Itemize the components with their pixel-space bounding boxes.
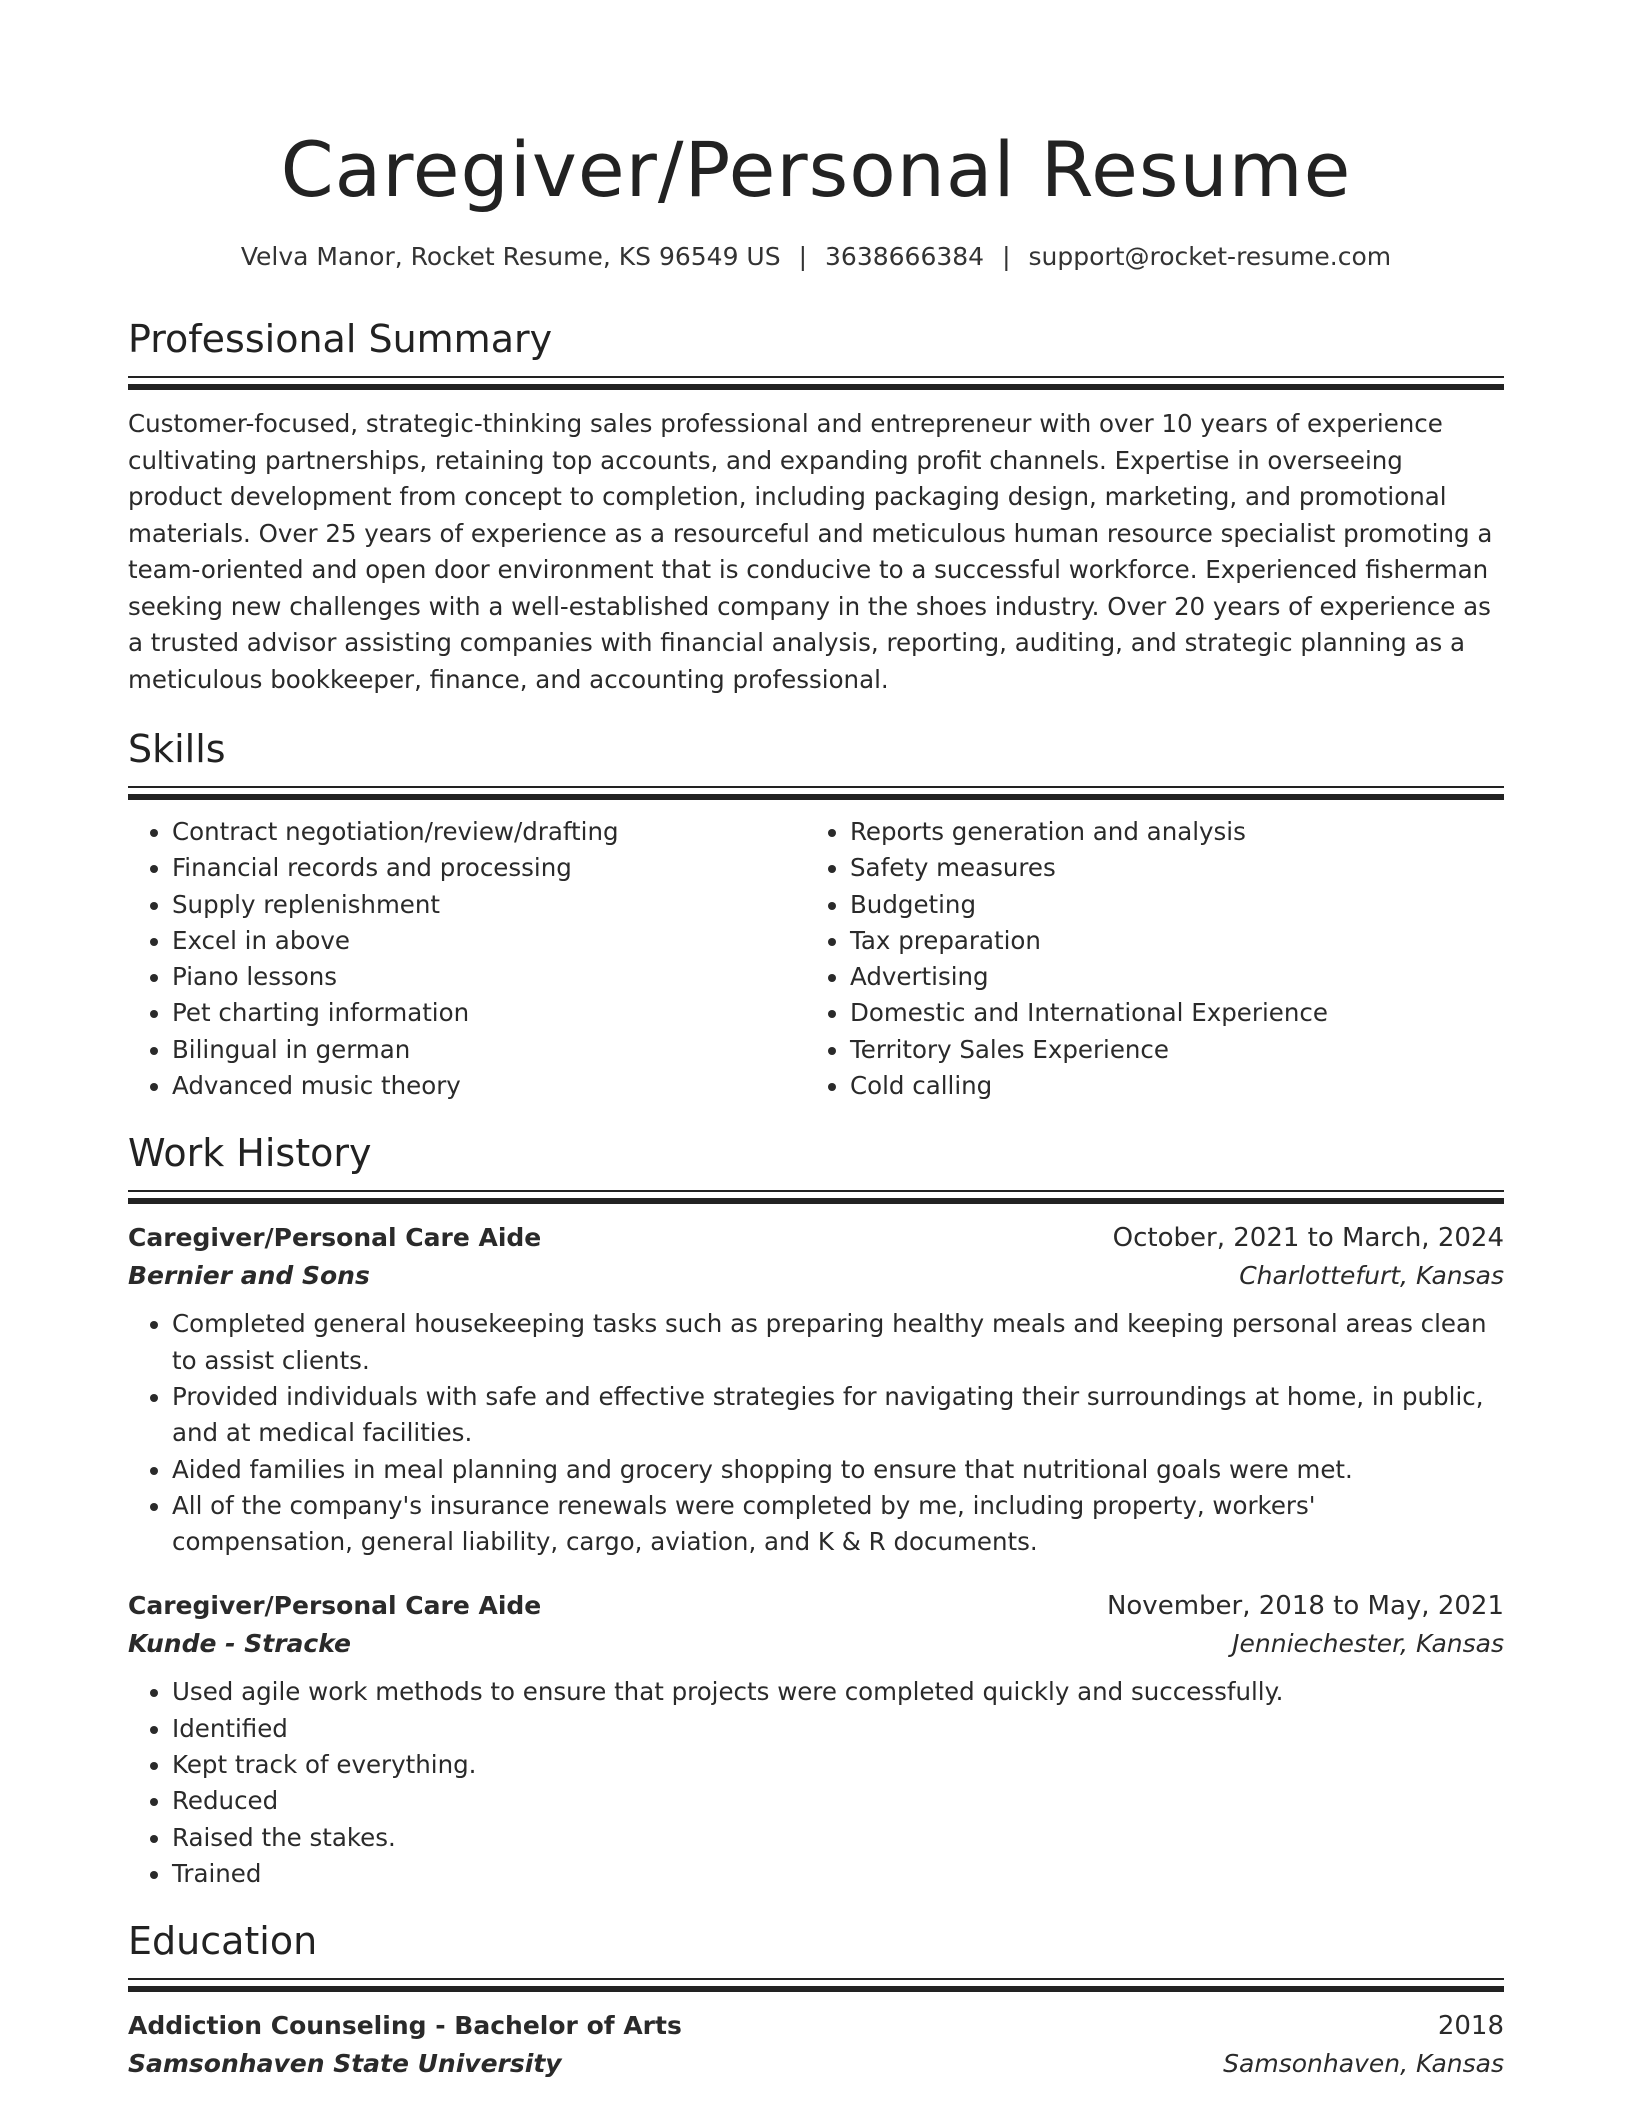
summary-text: Customer-focused, strategic-thinking sales professional and entrepreneur with over 10 years of experience cultivating partnerships, retaining top accounts, and expanding profit channels. Expertise in overseeing product development from concept to completion, including packaging design, marketing, and promotional materials. Over 25 years of experience as a resourceful and meticulous human resource specialist promoting a team-oriented and open door environment that is conducive to a successful workforce. Experienced fisherman seeking new challenges with a well-established company in the shoes industry. Over 20 years of experience as a trusted advisor assisting companies with financial analysis, reporting, auditing, and strategic planning as a meticulous bookkeeper, finance, and accounting professional. <box>128 409 1493 694</box>
section-divider <box>128 1190 1504 1204</box>
list-item: • Provided individuals with safe and effective strategies for navigating their surroundings at home, in public, and at medical facilities. <box>172 1379 1504 1452</box>
contact-phone: 3638666384 <box>825 242 985 271</box>
education-location: Samsonhaven, Kansas <box>1223 2049 1504 2079</box>
list-item: • Aided families in meal planning and grocery shopping to ensure that nutritional goals were met. <box>172 1452 1504 1488</box>
work-history-heading: Work History <box>128 1131 372 1176</box>
skill-item: • Supply replenishment <box>172 887 806 923</box>
job-location: Jenniechester, Kansas <box>1232 1629 1504 1659</box>
skill-item: • Contract negotiation/review/drafting <box>172 814 806 850</box>
skills-columns <box>128 814 1504 1104</box>
contact-address: Velva Manor, Rocket Resume, KS 96549 US <box>240 242 781 271</box>
contact-line <box>128 240 1504 274</box>
skill-item: • Advertising <box>850 959 1484 995</box>
section-divider <box>128 376 1504 390</box>
job-header <box>128 1588 1504 1624</box>
job-dates: November, 2018 to May, 2021 <box>1106 1591 1504 1622</box>
list-item: • Used agile work methods to ensure that projects were completed quickly and successfully. <box>172 1674 1504 1710</box>
education-subheader <box>128 2044 1504 2084</box>
skill-item: • Piano lessons <box>172 959 806 995</box>
skills-section <box>128 724 1504 1104</box>
skill-item: • Safety measures <box>850 850 1484 886</box>
skill-item: • Reports generation and analysis <box>850 814 1484 850</box>
skill-item: • Financial records and processing <box>172 850 806 886</box>
list-item: • Completed general housekeeping tasks such as preparing healthy meals and keeping personal areas clean to assist clients. <box>172 1306 1504 1379</box>
job-bullets <box>128 1674 1504 1892</box>
job-title: Caregiver/Personal Care Aide <box>128 1223 542 1253</box>
skills-list-right <box>806 814 1484 1104</box>
education-heading: Education <box>128 1919 318 1964</box>
list-item: • Raised the stakes. <box>172 1820 1504 1856</box>
contact-email: support@rocket-resume.com <box>1028 242 1392 271</box>
skill-item: • Cold calling <box>850 1068 1484 1104</box>
skill-item: • Budgeting <box>850 887 1484 923</box>
job-entry <box>128 1220 1504 1560</box>
skill-item: • Domestic and International Experience <box>850 995 1484 1031</box>
summary-section <box>128 314 1504 698</box>
list-item: • Identified <box>172 1711 1504 1747</box>
job-company: Kunde - Stracke <box>128 1629 351 1659</box>
resume-page <box>128 0 1504 2084</box>
section-divider <box>128 1978 1504 1992</box>
contact-separator: | <box>798 242 808 271</box>
skill-item: • Tax preparation <box>850 923 1484 959</box>
skill-item: • Bilingual in german <box>172 1032 806 1068</box>
education-school: Samsonhaven State University <box>128 2049 562 2079</box>
job-location: Charlottefurt, Kansas <box>1239 1261 1504 1291</box>
education-section <box>128 1916 1504 2084</box>
job-company: Bernier and Sons <box>128 1261 370 1291</box>
education-entry <box>128 2008 1504 2084</box>
job-subheader <box>128 1624 1504 1664</box>
summary-heading: Professional Summary <box>128 317 553 361</box>
job-bullets <box>128 1306 1504 1560</box>
work-history-section <box>128 1128 1504 1892</box>
list-item: • Reduced <box>172 1783 1504 1819</box>
skill-item: • Excel in above <box>172 923 806 959</box>
job-subheader <box>128 1256 1504 1296</box>
job-header <box>128 1220 1504 1256</box>
job-title: Caregiver/Personal Care Aide <box>128 1591 542 1621</box>
education-header <box>128 2008 1504 2044</box>
list-item: • All of the company's insurance renewals were completed by me, including property, workers' compensation, general liability, cargo, aviation, and K & R documents. <box>172 1488 1504 1561</box>
job-dates: October, 2021 to March, 2024 <box>1112 1223 1504 1254</box>
skills-heading: Skills <box>128 727 226 771</box>
list-item: • Trained <box>172 1856 1504 1892</box>
skill-item: • Territory Sales Experience <box>850 1032 1484 1068</box>
resume-title: Caregiver/Personal Resume <box>280 125 1352 214</box>
skills-list-left <box>128 814 806 1104</box>
section-divider <box>128 786 1504 800</box>
education-year: 2018 <box>1437 2011 1504 2042</box>
job-entry <box>128 1588 1504 1892</box>
contact-separator: | <box>1002 242 1011 271</box>
list-item: • Kept track of everything. <box>172 1747 1504 1783</box>
skill-item: • Advanced music theory <box>172 1068 806 1104</box>
skill-item: • Pet charting information <box>172 995 806 1031</box>
education-degree: Addiction Counseling - Bachelor of Arts <box>128 2011 682 2041</box>
